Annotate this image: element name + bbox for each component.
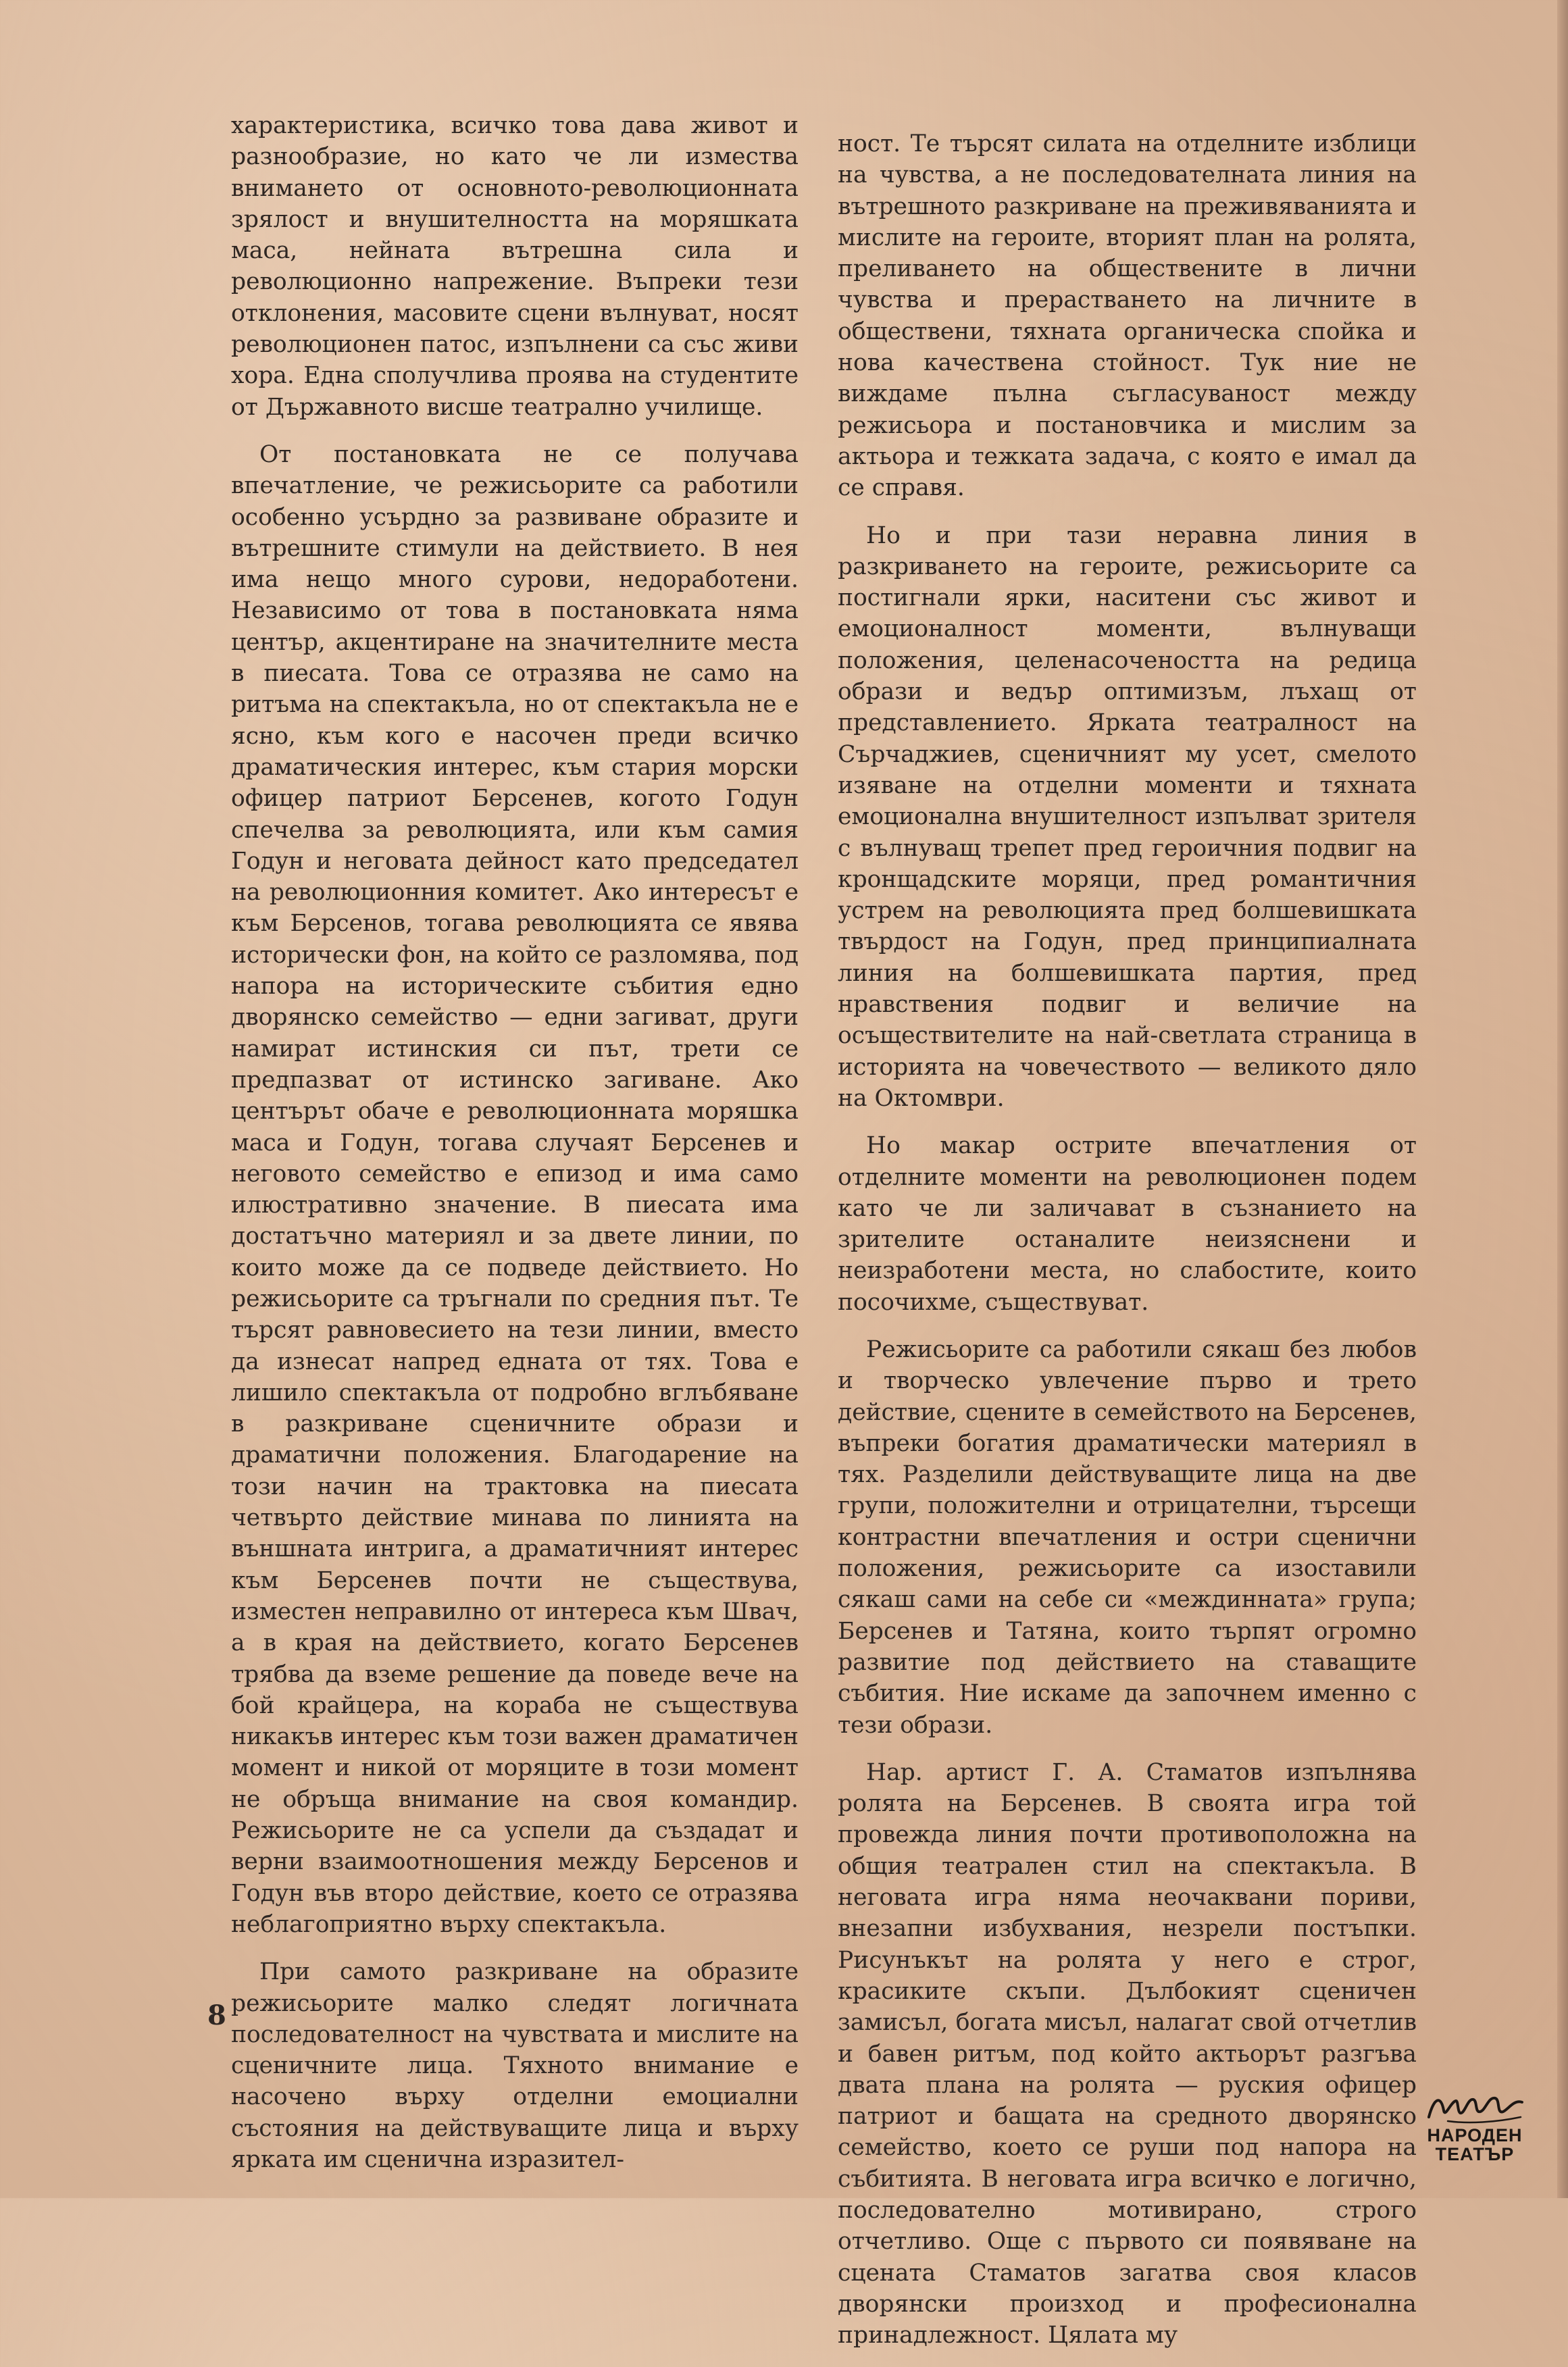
signature-script-icon [1421, 2090, 1529, 2128]
logo-line-1: НАРОДЕН [1427, 2125, 1523, 2145]
left-paragraph-2: От постановката не се получава впечатление, че режисьорите са работили особенно усърдно за развиване образите и вътрешните стимули на действието. В нея има нещо много сурови, недоработени. Независимо от това в постановката няма център, акцентиране на значителните места в пиесата. Това се отразява не само на ритъма на спектакъла, но от спектакъла не е ясно, към кого е насочен преди всичко драматическия интерес, към стария морски офицер патриот Берсенев, когото Годун спечелва за революцията, или към самия Годун и неговата дейност като председател на революционния комитет. Ако интересът е към Берсенов, тогава революцията се явява исторически фон, на който се разломява, под напора на историческите събития едно дворянско семейство — едни загиват, други намират истинския си път, трети се предпазват от истинско загиване. Ако центърът обаче е революционната моряшка маса и Годун, тогава случаят Берсенев и неговото семейство е епизод и има само илюстративно значение. В пиесата има достатъчно материял и за двете линии, по които може да се подведе действието. Но режисьорите са тръгнали по средния път. Те търсят равновесието на тези линии, вместо да изнесат напред едната от тях. Това е лишило спектакъла от подробно вглъбяване в разкриване сценичните образи и драматични положения. Благодарение на този начин на трактовка на пиесата четвърто действие минава по линията на външната интрига, а драматичният интерес към Берсенев почти не съществува, изместен неправилно от интереса към Швач, а в края на действието, когато Берсенев трябва да вземе решение да поведе вече на бой крайцера, на кораба не съществува никакъв интерес към този важен драматичен момент и никой от моряците в този момент не обръща внимание на своя командир. Режисьорите не са успели да създадат и верни взаимоотношения между Берсенов и Годун във второ действие, което се отразява неблагоприятно върху спектакъла. [231, 440, 799, 1938]
page-edge-shadow [1557, 0, 1568, 2198]
right-paragraph-5: Нар. артист Г. А. Стаматов изпълнява ролята на Берсенев. В своята игра той провежда линия почти противоположна на общия театрален стил на спектакъла. В неговата игра няма неочаквани пориви, внезапни избухвания, незрели постъпки. Рисунъкът на ролята у него е строг, красиките скъпи. Дълбокият сценичен замисъл, богата мисъл, налагат свой отчетлив и бавен ритъм, под който актьорът разгъва двата плана на ролята — руския офицер патриот и бащата на средното дворянско семейство, което се руши под напора на събитията. В неговата игра всичко е логично, последователно мотивирано, строго отчетливо. Още с първото си появяване на сцената Стаматов загатва своя класов дворянски произход и професионална принадлежност. Цялата му [838, 1758, 1417, 2349]
national-theatre-logo [1421, 2090, 1529, 2178]
right-paragraph-4: Режисьорите са работили сякаш без любов и творческо увлечение първо и трето действие, сцените в семейството на Берсенев, въпреки богатия драматически материял в тях. Разделили действуващите лица на две групи, положителни и отрицателни, търсещи контрастни впечатления и остри сценични положения, режисьорите са изоставили сякаш сами на себе си «междинната» група; Берсенев и Татяна, които търпят огромно развитие под действието на ставащите събития. Ние искаме да започнем именно с тези образи. [838, 1335, 1417, 1739]
left-paragraph-1: характеристика, всичко това дава живот и разнообразие, но като че ли измества внимането от основното-революционната зрялост и внушителността на моряшката маса, нейната вътрешна сила и революционно напрежение. Въпреки тези отклонения, масовите сцени вълнуват, носят революционен патос, изпълнени са със живи хора. Една сполучлива проява на студентите от Държавното висше театрално училище. [231, 112, 799, 421]
right-column [838, 128, 1417, 2367]
page-number: 8 [207, 2000, 226, 2031]
right-paragraph-2: Но и при тази неравна линия в разкриването на героите, режисьорите са постигнали ярки, наситени със живот и емоционалност моменти, вълнуващи положения, целенасочеността на редица образи и ведър оптимизъм, лъхащ от представлението. Ярката театралност на Сърчаджиев, сценичният му усет, смелото изяване на отделни моменти и тяхната емоционална внушителност изпълват зрителя с вълнуващ трепет пред героичния подвиг на кронщадските моряци, пред романтичния устрем на революцията пред болшевишката твърдост на Годун, пред принципиалната линия на болшевишката партия, пред нравствения подвиг и величие на осъществителите на най-светлата страница в историята на човечеството — великото дяло на Октомври. [838, 521, 1417, 1112]
left-paragraph-3: При самото разкриване на образите режисьорите малко следят логичната последователност на чувствата и мислите на сценичните лица. Тяхното внимание е насочено върху отделни емоциални състояния на действуващите лица и върху ярката им сценична изразител- [231, 1958, 799, 2173]
right-paragraph-3: Но макар острите впечатления от отделните моменти на революционен подем като че ли заличават в съзнанието на зрителите останалите неизяснени и неизработени места, но слабостите, които посочихме, съществуват. [838, 1132, 1417, 1316]
logo-line-2: ТЕАТЪР [1435, 2144, 1515, 2164]
left-column [231, 110, 799, 2191]
right-paragraph-1: ност. Те търсят силата на отделните изблици на чувства, а не последователната линия на вътрешното разкриване на преживяванията и мислите на героите, вторият план на ролята, преливането на обществените в лични чувства и прерастването на личните в обществени, тяхната органическа спойка и нова качествена стойност. Тук ние не виждаме пълна съгласуваност между режисьора и постановчика и мислим за актьора и тежката задача, с която е имал да се справя. [838, 130, 1417, 502]
